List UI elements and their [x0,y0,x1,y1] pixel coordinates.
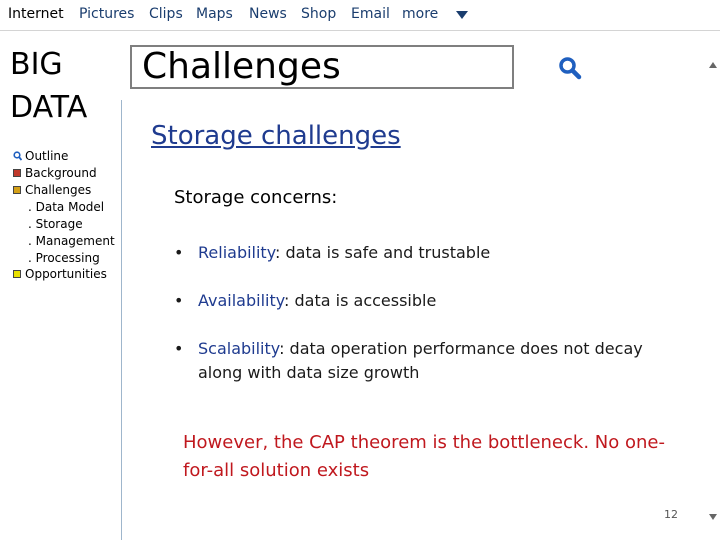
chevron-down-icon[interactable] [456,11,468,19]
sidebar-divider [121,100,122,540]
scroll-down-arrow[interactable] [709,514,717,520]
brand-line-1: BIG [10,47,63,82]
bullet-description: : data is accessible [284,291,437,310]
bullet-term: Reliability [198,243,276,262]
bullet-term: Availability [198,291,285,310]
sidebar-item-label: . Storage [28,217,83,231]
sidebar-item-label: . Processing [28,251,100,265]
nav-pictures[interactable]: Pictures [79,6,135,22]
sidebar-item-label: Opportunities [25,267,107,281]
page-title: Challenges [130,45,514,89]
nav-shop[interactable]: Shop [301,6,337,22]
scroll-up-arrow[interactable] [709,62,717,68]
square-bullet-icon [13,169,21,177]
bullet-description: : data is safe and trustable [275,243,491,262]
sidebar-item-label: Challenges [25,183,92,197]
bullet-term: Scalability [198,339,280,358]
brand-title [10,43,87,129]
page-number: 12 [664,508,678,521]
sidebar-item-label: Background [25,166,97,180]
sidebar-item-background[interactable] [13,165,97,181]
sidebar-item-challenges[interactable] [13,182,91,198]
sidebar-item-opportunities[interactable] [13,266,107,282]
top-navigation [0,0,720,31]
sidebar-item-outline[interactable] [13,148,68,164]
nav-maps[interactable]: Maps [196,6,233,22]
bullet-text [198,241,678,265]
sidebar-item-management[interactable] [28,233,115,249]
search-icon [558,56,582,80]
bullet-dot: • [174,291,184,310]
nav-internet[interactable]: Internet [8,6,64,22]
nav-email[interactable]: Email [351,6,390,22]
brand-line-2: DATA [10,90,88,125]
sidebar-item-label: . Data Model [28,200,105,214]
cap-theorem-note: However, the CAP theorem is the bottleneck. No one-for-all solution exists [183,432,665,481]
bullet-description: : data operation performance does not decay along with data size growth [198,339,643,382]
bullet-dot: • [174,339,184,358]
sidebar-item-storage[interactable] [28,216,83,232]
nav-more[interactable]: more [402,6,439,22]
bullet-text [198,337,678,385]
nav-news[interactable]: News [249,6,287,22]
slide-subtitle[interactable]: Storage challenges [151,121,401,151]
sidebar-item-data-model[interactable] [28,199,104,215]
square-bullet-icon [13,270,21,278]
search-button[interactable] [558,56,582,84]
search-icon [13,151,22,161]
square-bullet-icon [13,186,21,194]
nav-clips[interactable]: Clips [149,6,183,22]
slide-intro: Storage concerns: [174,187,338,208]
sidebar-item-label: Outline [25,149,69,163]
sidebar-item-processing[interactable] [28,250,100,266]
sidebar-item-label: . Management [28,234,115,248]
bullet-dot: • [174,243,184,262]
bullet-text [198,289,678,313]
